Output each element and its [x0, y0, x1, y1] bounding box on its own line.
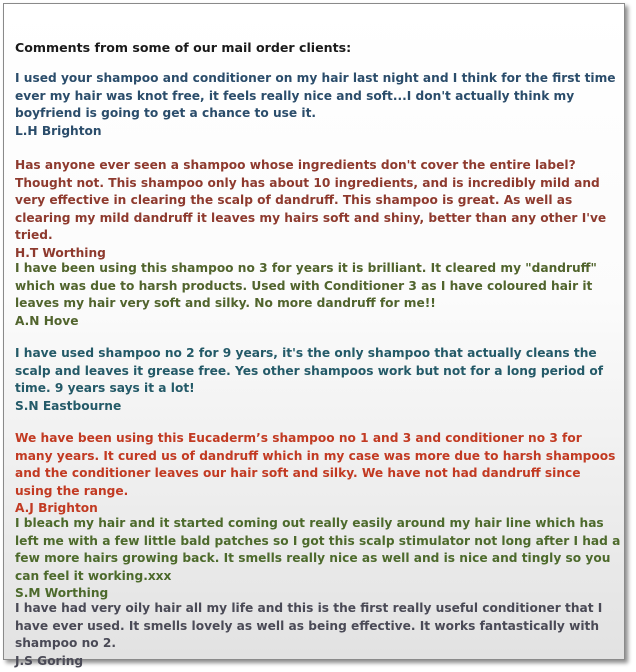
comment-author: J.S Goring — [15, 653, 84, 668]
comment-7 — [15, 600, 621, 670]
comment-text: I used your shampoo and conditioner on my hair last night and I think for the first time ever my hair was knot free, it feels really nice and soft...I don't actually think my boyfriend is going to get a chance to use it. — [15, 71, 616, 120]
comment-2 — [15, 157, 621, 262]
comment-3 — [15, 260, 621, 330]
comment-text: We have been using this Eucaderm’s shampoo no 1 and 3 and conditioner no 3 for many years. It cured us of dandruff which in my case was more due to harsh shampoos and the conditioner leaves our hair soft and silky. We have not had dandruff since using the range. — [15, 431, 616, 498]
comment-4 — [15, 345, 621, 415]
comment-text: I have had very oily hair all my life and this is the first really useful conditioner that I have ever used. It smells lovely as well as being effective. It works fantastically with shampoo no 2. — [15, 601, 603, 650]
comment-text: I bleach my hair and it started coming out really easily around my hair line which has left me with a few little bald patches so I got this scalp stimulator not long after I had a few more hairs growing back. It smells really nice as well and is nice and tingly so you can feel it working.xxx — [15, 516, 621, 583]
comment-1 — [15, 70, 621, 140]
comment-author: S.M Worthing — [15, 586, 109, 600]
comment-author: L.H Brighton — [15, 123, 102, 138]
comment-5 — [15, 430, 621, 518]
comment-author: A.N Hove — [15, 313, 79, 328]
testimonials-panel — [3, 3, 625, 668]
testimonials-heading: Comments from some of our mail order clients: — [15, 40, 352, 55]
comment-6 — [15, 515, 621, 603]
comment-author: S.N Eastbourne — [15, 398, 122, 413]
comment-author: H.T Worthing — [15, 245, 106, 260]
comment-text: Has anyone ever seen a shampoo whose ingredients don't cover the entire label? Thought not. This shampoo only has about 10 ingredients, and is incredibly mild and very effective in clearing the scalp of dandruff. This shampoo is great. As well as clearing my mild dandruff it leaves my hairs soft and shiny, better than any other I've tried. — [15, 158, 607, 242]
comment-text: I have used shampoo no 2 for 9 years, it's the only shampoo that actually cleans the scalp and leaves it grease free. Yes other shampoos work but not for a long period of time. 9 years says it a lot! — [15, 346, 604, 395]
comment-text: I have been using this shampoo no 3 for years it is brilliant. It cleared my "dandruff" which was due to harsh products. Used with Conditioner 3 as I have coloured hair it leaves my hair very soft and silky. No more dandruff for me!! — [15, 261, 597, 310]
comment-author: A.J Brighton — [15, 501, 98, 515]
